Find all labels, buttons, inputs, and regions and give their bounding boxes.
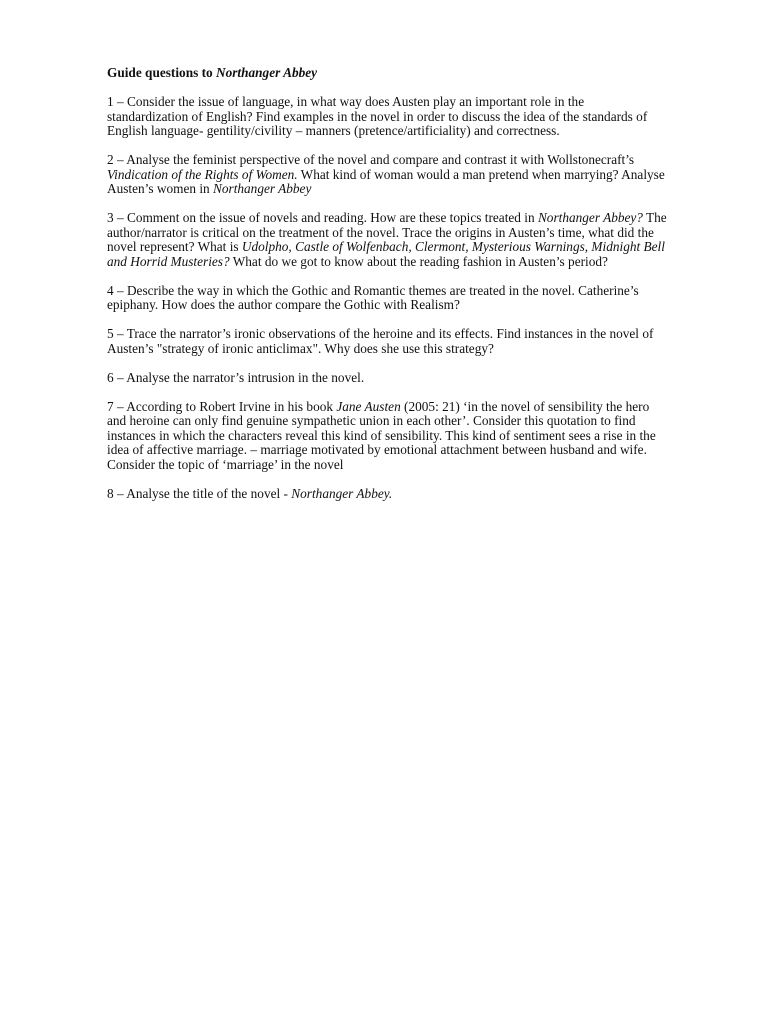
- question-item: [107, 327, 667, 356]
- question-text: 6 – Analyse the narrator’s intrusion in the novel.: [107, 369, 365, 385]
- question-text: 7 – According to Robert Irvine in his book: [107, 398, 337, 414]
- questions-list: [107, 95, 667, 501]
- question-text: 1 – Consider the issue of language, in what way does Austen play an important role in the standardization of English? Find examples in the novel in order to discuss the idea of the standards of English language- gentility/civility – manners (pretence/artificiality) and correctness.: [107, 94, 648, 138]
- question-item: [107, 371, 667, 386]
- title-book-name: Northanger Abbey: [216, 65, 318, 80]
- question-italic-text: Northanger Abbey: [213, 181, 312, 196]
- question-text: What kind of woman would a man pretend when marrying? Analyse Austen’s women in: [107, 166, 665, 196]
- question-text: 4 – Describe the way in which the Gothic and Romantic themes are treated in the novel. Catherine’s epiphany. How does the author compare the Gothic with Realism?: [107, 282, 639, 312]
- question-item: [107, 95, 667, 139]
- question-italic-text: Northanger Abbey.: [291, 485, 393, 501]
- question-text: What do we got to know about the reading fashion in Austen’s period?: [229, 253, 608, 269]
- question-text: The author/narrator is critical on the treatment of the novel. Trace the origins in Austen’s time, what did the novel represent? What is: [107, 210, 667, 254]
- question-item: [107, 400, 667, 473]
- question-text: 2 – Analyse the feminist perspective of the novel and compare and contrast it with Wollstonecraft’s: [107, 152, 635, 167]
- question-italic-text: Vindication of the Rights of Women.: [107, 166, 298, 182]
- question-text: 3 – Comment on the issue of novels and reading. How are these topics treated in: [107, 210, 538, 225]
- question-italic-text: Northanger Abbey?: [537, 210, 643, 225]
- question-item: [107, 284, 667, 313]
- question-item: [107, 211, 667, 269]
- question-item: [107, 487, 667, 502]
- document-page: [107, 66, 667, 516]
- question-item: [107, 153, 667, 197]
- question-text: 5 – Trace the narrator’s ironic observations of the heroine and its effects. Find instances in the novel of Austen’s "strategy of ironic anticlimax". Why does she use this strategy?: [107, 326, 654, 356]
- question-italic-text: Jane Austen: [336, 398, 401, 414]
- title-prefix: Guide questions to: [107, 65, 216, 80]
- question-italic-text: Udolpho, Castle of Wolfenbach, Clermont, Mysterious Warnings, Midnight Bell and Horrid Musteries?: [107, 239, 665, 269]
- question-text: 8 – Analyse the title of the novel -: [107, 485, 292, 501]
- question-text: (2005: 21) ‘in the novel of sensibility the hero and heroine can only find genuine sympathetic union in each other’. Consider this quotation to find instances in which the characters reveal this kind of sensibility. This kind of sentiment sees a rise in the idea of affective marriage. – marriage motivated by emotional attachment between husband and wife. Consider the topic of ‘marriage’ in the novel: [107, 398, 656, 472]
- document-title: [107, 66, 667, 81]
